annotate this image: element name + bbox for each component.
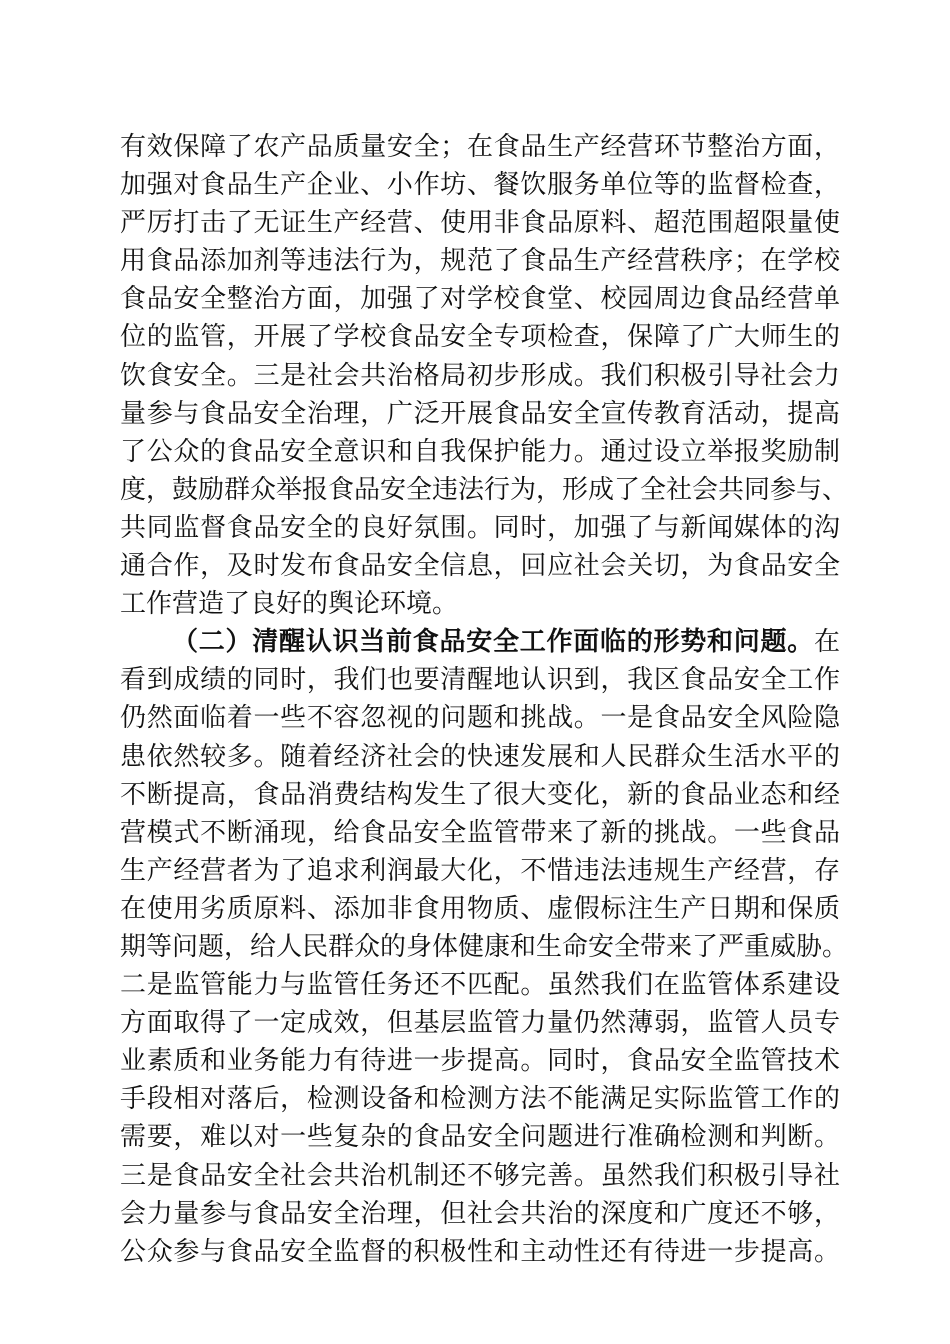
text-line: 有效保障了农产品质量安全；在食品生产经营环节整治方面，	[120, 132, 840, 162]
paragraph-1	[120, 128, 849, 623]
text-line: 手段相对落后，检测设备和检测方法不能满足实际监管工作的	[120, 1084, 840, 1115]
body-text	[120, 128, 849, 1271]
text-line: 三是食品安全社会共治机制还不够完善。虽然我们积极引导社	[120, 1160, 840, 1191]
text-line: 会力量参与食品安全治理，但社会共治的深度和广度还不够，	[120, 1198, 840, 1229]
text-line: 食品安全整治方面，加强了对学校食堂、校园周边食品经营单	[120, 284, 840, 315]
text-line: 饮食安全。三是社会共治格局初步形成。我们积极引导社会力	[120, 360, 840, 391]
text-line: 加强对食品生产企业、小作坊、餐饮服务单位等的监督检查，	[120, 170, 840, 201]
section-heading-line	[120, 623, 840, 661]
text-line: 公众参与食品安全监督的积极性和主动性还有待进一步提高。	[120, 1236, 840, 1267]
text-line: 生产经营者为了追求利润最大化，不惜违法违规生产经营，存	[120, 855, 840, 886]
paragraph-2	[120, 623, 849, 1271]
text-line: 仍然面临着一些不容忽视的问题和挑战。一是食品安全风险隐	[120, 703, 840, 734]
text-line: 业素质和业务能力有待进一步提高。同时，食品安全监管技术	[120, 1046, 840, 1077]
text-line: 严厉打击了无证生产经营、使用非食品原料、超范围超限量使	[120, 208, 840, 239]
text-line: 了公众的食品安全意识和自我保护能力。通过设立举报奖励制	[120, 436, 840, 467]
text-line: 通合作，及时发布食品安全信息，回应社会关切，为食品安全	[120, 551, 840, 582]
text-line: 在使用劣质原料、添加非食用物质、虚假标注生产日期和保质	[120, 893, 840, 924]
text-line: 二是监管能力与监管任务还不匹配。虽然我们在监管体系建设	[120, 970, 840, 1001]
text-line: 度，鼓励群众举报食品安全违法行为，形成了全社会共同参与、	[120, 474, 849, 505]
text-line: 需要，难以对一些复杂的食品安全问题进行准确检测和判断。	[120, 1122, 840, 1153]
text-line: 方面取得了一定成效，但基层监管力量仍然薄弱，监管人员专	[120, 1008, 840, 1039]
text-line: 共同监督食品安全的良好氛围。同时，加强了与新闻媒体的沟	[120, 512, 840, 543]
text-line: 量参与食品安全治理，广泛开展食品安全宣传教育活动，提高	[120, 398, 840, 429]
text-line: 位的监管，开展了学校食品安全专项检查，保障了广大师生的	[120, 322, 840, 353]
text-line: 工作营造了良好的舆论环境。	[120, 589, 459, 620]
heading-line-rest: 在	[813, 627, 840, 658]
section-heading: （二）清醒认识当前食品安全工作面临的形势和问题。	[172, 627, 814, 658]
text-line: 营模式不断涌现，给食品安全监管带来了新的挑战。一些食品	[120, 817, 840, 848]
text-line: 不断提高，食品消费结构发生了很大变化，新的食品业态和经	[120, 779, 840, 810]
text-line: 看到成绩的同时，我们也要清醒地认识到，我区食品安全工作	[120, 665, 840, 696]
text-line: 用食品添加剂等违法行为，规范了食品生产经营秩序；在学校	[120, 246, 840, 277]
text-line: 期等问题，给人民群众的身体健康和生命安全带来了严重威胁。	[120, 931, 849, 962]
text-line: 患依然较多。随着经济社会的快速发展和人民群众生活水平的	[120, 741, 840, 772]
